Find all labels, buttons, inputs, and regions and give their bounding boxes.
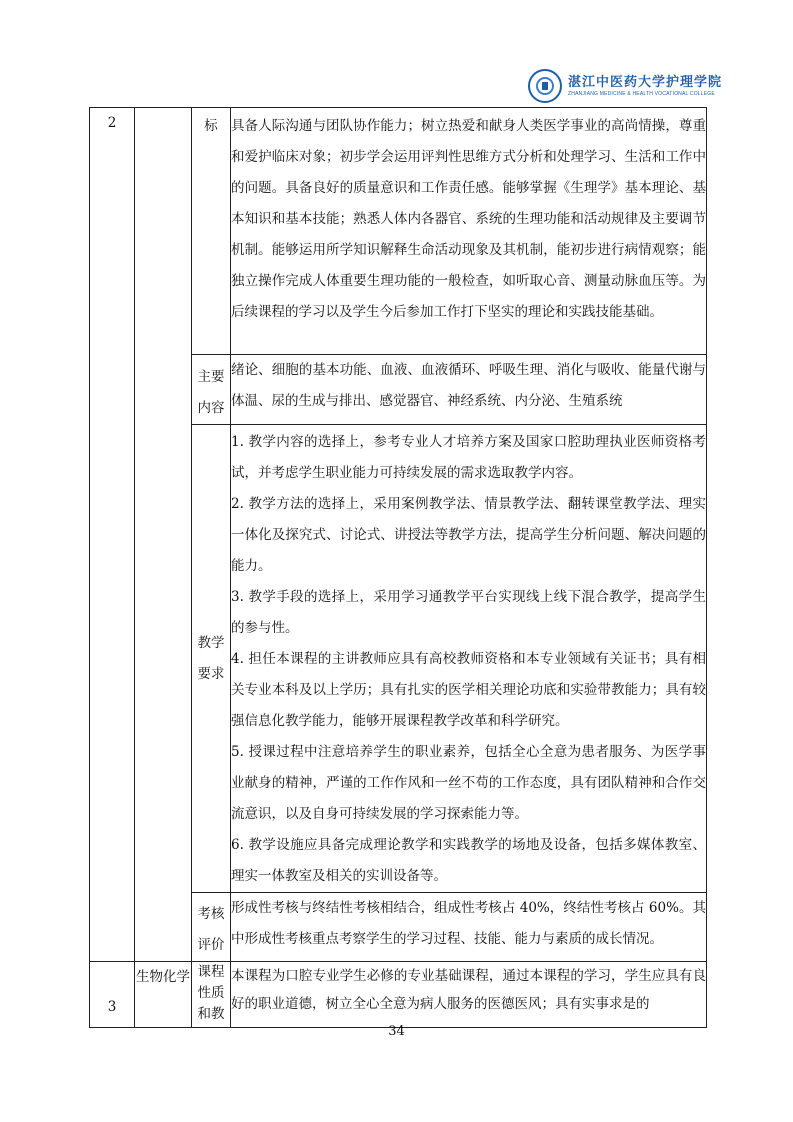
requirement-item: 3. 教学手段的选择上，采用学习通教学平台实现线上线下混合教学，提高学生的参与性。 [231,589,706,636]
college-name [568,76,722,97]
section-label: 课程性质和教 [192,962,231,1028]
section-label: 教学要求 [192,425,231,893]
section-label: 主要内容 [192,355,231,425]
course-table [89,107,707,1028]
course-nature-text: 本课程为口腔专业学生必修的专业基础课程，通过本课程的学习，学生应具有良好的职业道德，树立全心全意为病人服务的医德医风；具有实事求是的 [231,968,706,1012]
section-label: 考核评价 [192,893,231,962]
college-name-cn: 湛江中医药大学护理学院 [568,74,723,90]
assessment-text: 形成性考核与终结性考核相结合，组成性考核占 40%，终结性考核占 60%。其中形成性考核重点考察学生的学习过程、技能、能力与素质的成长情况。 [231,900,706,947]
section-content [231,108,707,355]
college-name-en: ZHANJIANG MEDICINE & HEALTH VOCATIONAL COLLEGE [568,90,715,97]
table-row [90,962,707,1028]
section-content [231,893,707,962]
page-number: 34 [388,1024,405,1039]
requirement-item: 5. 授课过程中注意培养学生的职业素养，包括全心全意为患者服务、为医学事业献身的精神，严谨的工作作风和一丝不苟的工作态度，具有团队精神和合作交流意识，以及自身可持续发展的学习探索能力等。 [231,744,706,822]
main-content-text: 绪论、细胞的基本功能、血液、血液循环、呼吸生理、消化与吸收、能量代谢与体温、尿的生成与排出、感觉器官、神经系统、内分泌、生殖系统 [231,362,706,409]
objective-text: 具备人际沟通与团队协作能力；树立热爱和献身人类医学事业的高尚情操，尊重和爱护临床对象；初步学会运用评判性思维方式分析和处理学习、生活和工作中的问题。具备良好的质量意识和工作责任感。能够掌握《生理学》基本理论、基本知识和基本技能；熟悉人体内各器官、系统的生理功能和活动规律及主要调节机制。能够运用所学知识解释生命活动现象及其机制，能初步进行病情观察；能独立操作完成人体重要生理功能的一般检查，如听取心音、测量动脉血压等。为后续课程的学习以及学生今后参加工作打下坚实的理论和实践技能基础。 [231,118,706,320]
table-row [90,108,707,355]
section-content [231,962,707,1028]
requirement-item: 1. 教学内容的选择上，参考专业人才培养方案及国家口腔助理执业医师资格考试，并考虑学生职业能力可持续发展的需求选取教学内容。 [231,434,706,481]
section-label: 标 [192,108,231,355]
course-name: 生物化学 [135,962,192,1028]
requirement-item: 2. 教学方法的选择上，采用案例教学法、情景教学法、翻转课堂教学法、理实一体化及探究式、讨论式、讲授法等教学方法，提高学生分析问题、解决问题的能力。 [231,496,706,574]
row-number: 2 [90,108,135,962]
course-name-cell [135,108,192,962]
section-content [231,425,707,893]
row-number: 3 [90,962,135,1028]
requirement-item: 6. 教学设施应具备完成理论教学和实践教学的场地及设备，包括多媒体教室、理实一体教室及相关的实训设备等。 [231,837,706,884]
college-logo [528,66,728,106]
requirement-item: 4. 担任本课程的主讲教师应具有高校教师资格和本专业领域有关证书；具有相关专业本科及以上学历；具有扎实的医学相关理论功底和实验带教能力；具有较强信息化教学能力，能够开展课程教学改革和科学研究。 [231,651,706,729]
section-content [231,355,707,425]
college-seal-icon [528,69,562,103]
